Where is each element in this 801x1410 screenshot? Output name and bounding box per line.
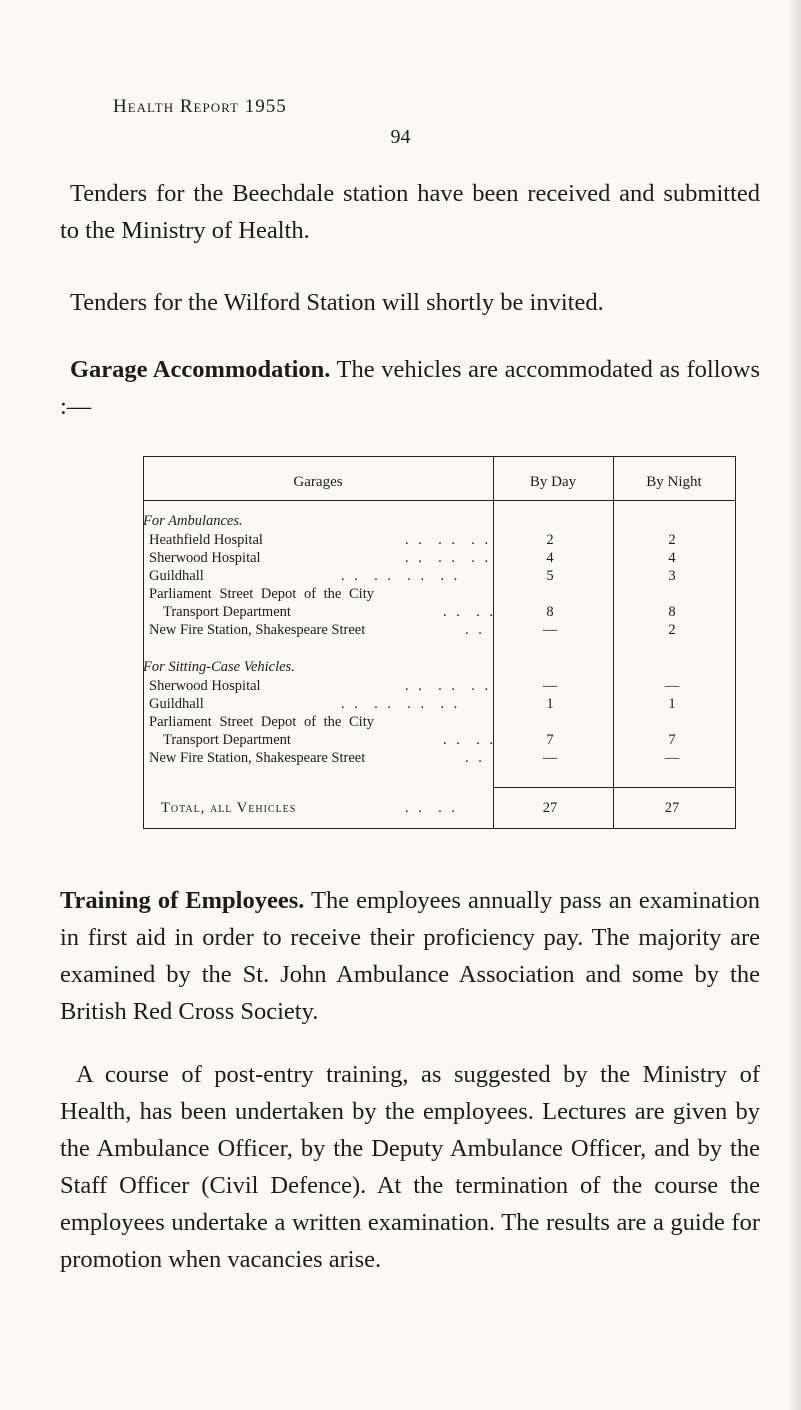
running-head: Health Report 1955 [113, 96, 287, 117]
table-row [143, 531, 736, 549]
paragraph-garage-accommodation [60, 351, 760, 425]
paragraph-wilford-tenders [60, 284, 760, 321]
table-total-rule [493, 787, 736, 788]
garage-name: Sherwood Hospital [149, 678, 261, 694]
paragraph-post-entry-course: A course of post-entry training, as suggested by the Ministry of Health, has been undertaken by the employees. Lectures are given by the Ambulance Officer, by the Deputy Ambulance Officer, and by the Staff Officer (Civil Defence). At the termination of the course the employees undertake a written examination. The results are a guide for promotion when vacancies arise. [60, 1061, 760, 1273]
night-value: 1 [668, 696, 676, 712]
table-total-row [143, 799, 736, 817]
page-number: 94 [390, 126, 411, 148]
night-value: 2 [668, 532, 676, 548]
table-row [143, 585, 736, 603]
leader-dots: . . . . . . [405, 532, 492, 548]
night-value: — [664, 750, 680, 766]
paragraph-wilford-text: Tenders for the Wilford Station will shortly be invited. [70, 289, 604, 316]
night-value: 7 [668, 732, 676, 748]
table-row [143, 713, 736, 731]
table-row [143, 549, 736, 567]
column-header-by-night: By Night [646, 474, 702, 490]
table-row [143, 695, 736, 713]
garage-name: New Fire Station, Shakespeare Street [149, 750, 366, 766]
table-row [143, 731, 736, 749]
garage-name: Parliament Street Depot of the City [149, 586, 374, 602]
table-row [143, 621, 736, 639]
table-section-row [143, 658, 736, 676]
page-edge-shadow [787, 0, 801, 1410]
paragraph-beechdale-tenders: Tenders for the Beechdale station have been received and submitted to the Ministry of Health. [60, 180, 760, 244]
section-heading-garage: Garage Accommodation. [70, 356, 331, 383]
night-value: 8 [668, 604, 676, 620]
garage-name: Guildhall [149, 568, 204, 584]
garages-table [143, 456, 736, 829]
day-value: 5 [546, 568, 554, 584]
day-value: 2 [546, 532, 554, 548]
table-row [143, 677, 736, 695]
leader-dots: . . . . . . [405, 678, 492, 694]
column-header-garages: Garages [293, 474, 343, 490]
total-night-value: 27 [664, 800, 680, 816]
day-value: 4 [546, 550, 554, 566]
leader-dots: . . . . . . [405, 550, 492, 566]
leader-dots: . . . . [443, 732, 496, 748]
day-value: 8 [546, 604, 554, 620]
garage-name: Parliament Street Depot of the City [149, 714, 374, 730]
section-label-ambulances: For Ambulances. [143, 513, 243, 529]
garage-name: Sherwood Hospital [149, 550, 261, 566]
leader-dots: . . . . . . . . [341, 696, 461, 712]
garage-name: Heathfield Hospital [149, 532, 263, 548]
leader-dots: . . . . . . . . [341, 568, 461, 584]
day-value: — [542, 678, 558, 694]
paragraph-training-text: The employees annually pass an examination in first aid in order to receive their proficiency pay. The majority are examined by the St. John Ambulance Association and some by the British Red Cross Society. [60, 887, 761, 1025]
night-value: 3 [668, 568, 676, 584]
total-day-value: 27 [542, 800, 558, 816]
table-row [143, 749, 736, 767]
paragraph-garage-text: The vehicles are accommodated as follows :— [60, 356, 760, 420]
leader-dots: . . [465, 750, 485, 766]
table-row [143, 567, 736, 585]
table-header-rule [143, 500, 736, 501]
leader-dots: . . . . [405, 800, 458, 816]
garage-name: Guildhall [149, 696, 204, 712]
garage-name: Transport Department [163, 732, 291, 748]
section-heading-training: Training of Employees. [60, 887, 305, 914]
night-value: — [664, 678, 680, 694]
leader-dots: . . . . [443, 604, 496, 620]
table-row [143, 603, 736, 621]
garage-name: Transport Department [163, 604, 291, 620]
day-value: 1 [546, 696, 554, 712]
night-value: 2 [668, 622, 676, 638]
table-bottom-rule [143, 828, 736, 829]
day-value: 7 [546, 732, 554, 748]
table-section-row [143, 512, 736, 530]
day-value: — [542, 750, 558, 766]
section-label-sitting-case: For Sitting-Case Vehicles. [143, 659, 295, 675]
column-header-by-day: By Day [529, 474, 577, 490]
total-label: Total, all Vehicles [161, 800, 297, 816]
night-value: 4 [668, 550, 676, 566]
day-value: — [542, 622, 558, 638]
leader-dots: . . [465, 622, 485, 638]
garage-name: New Fire Station, Shakespeare Street [149, 622, 366, 638]
paragraph-training [60, 882, 760, 1030]
table-top-rule [143, 456, 736, 457]
